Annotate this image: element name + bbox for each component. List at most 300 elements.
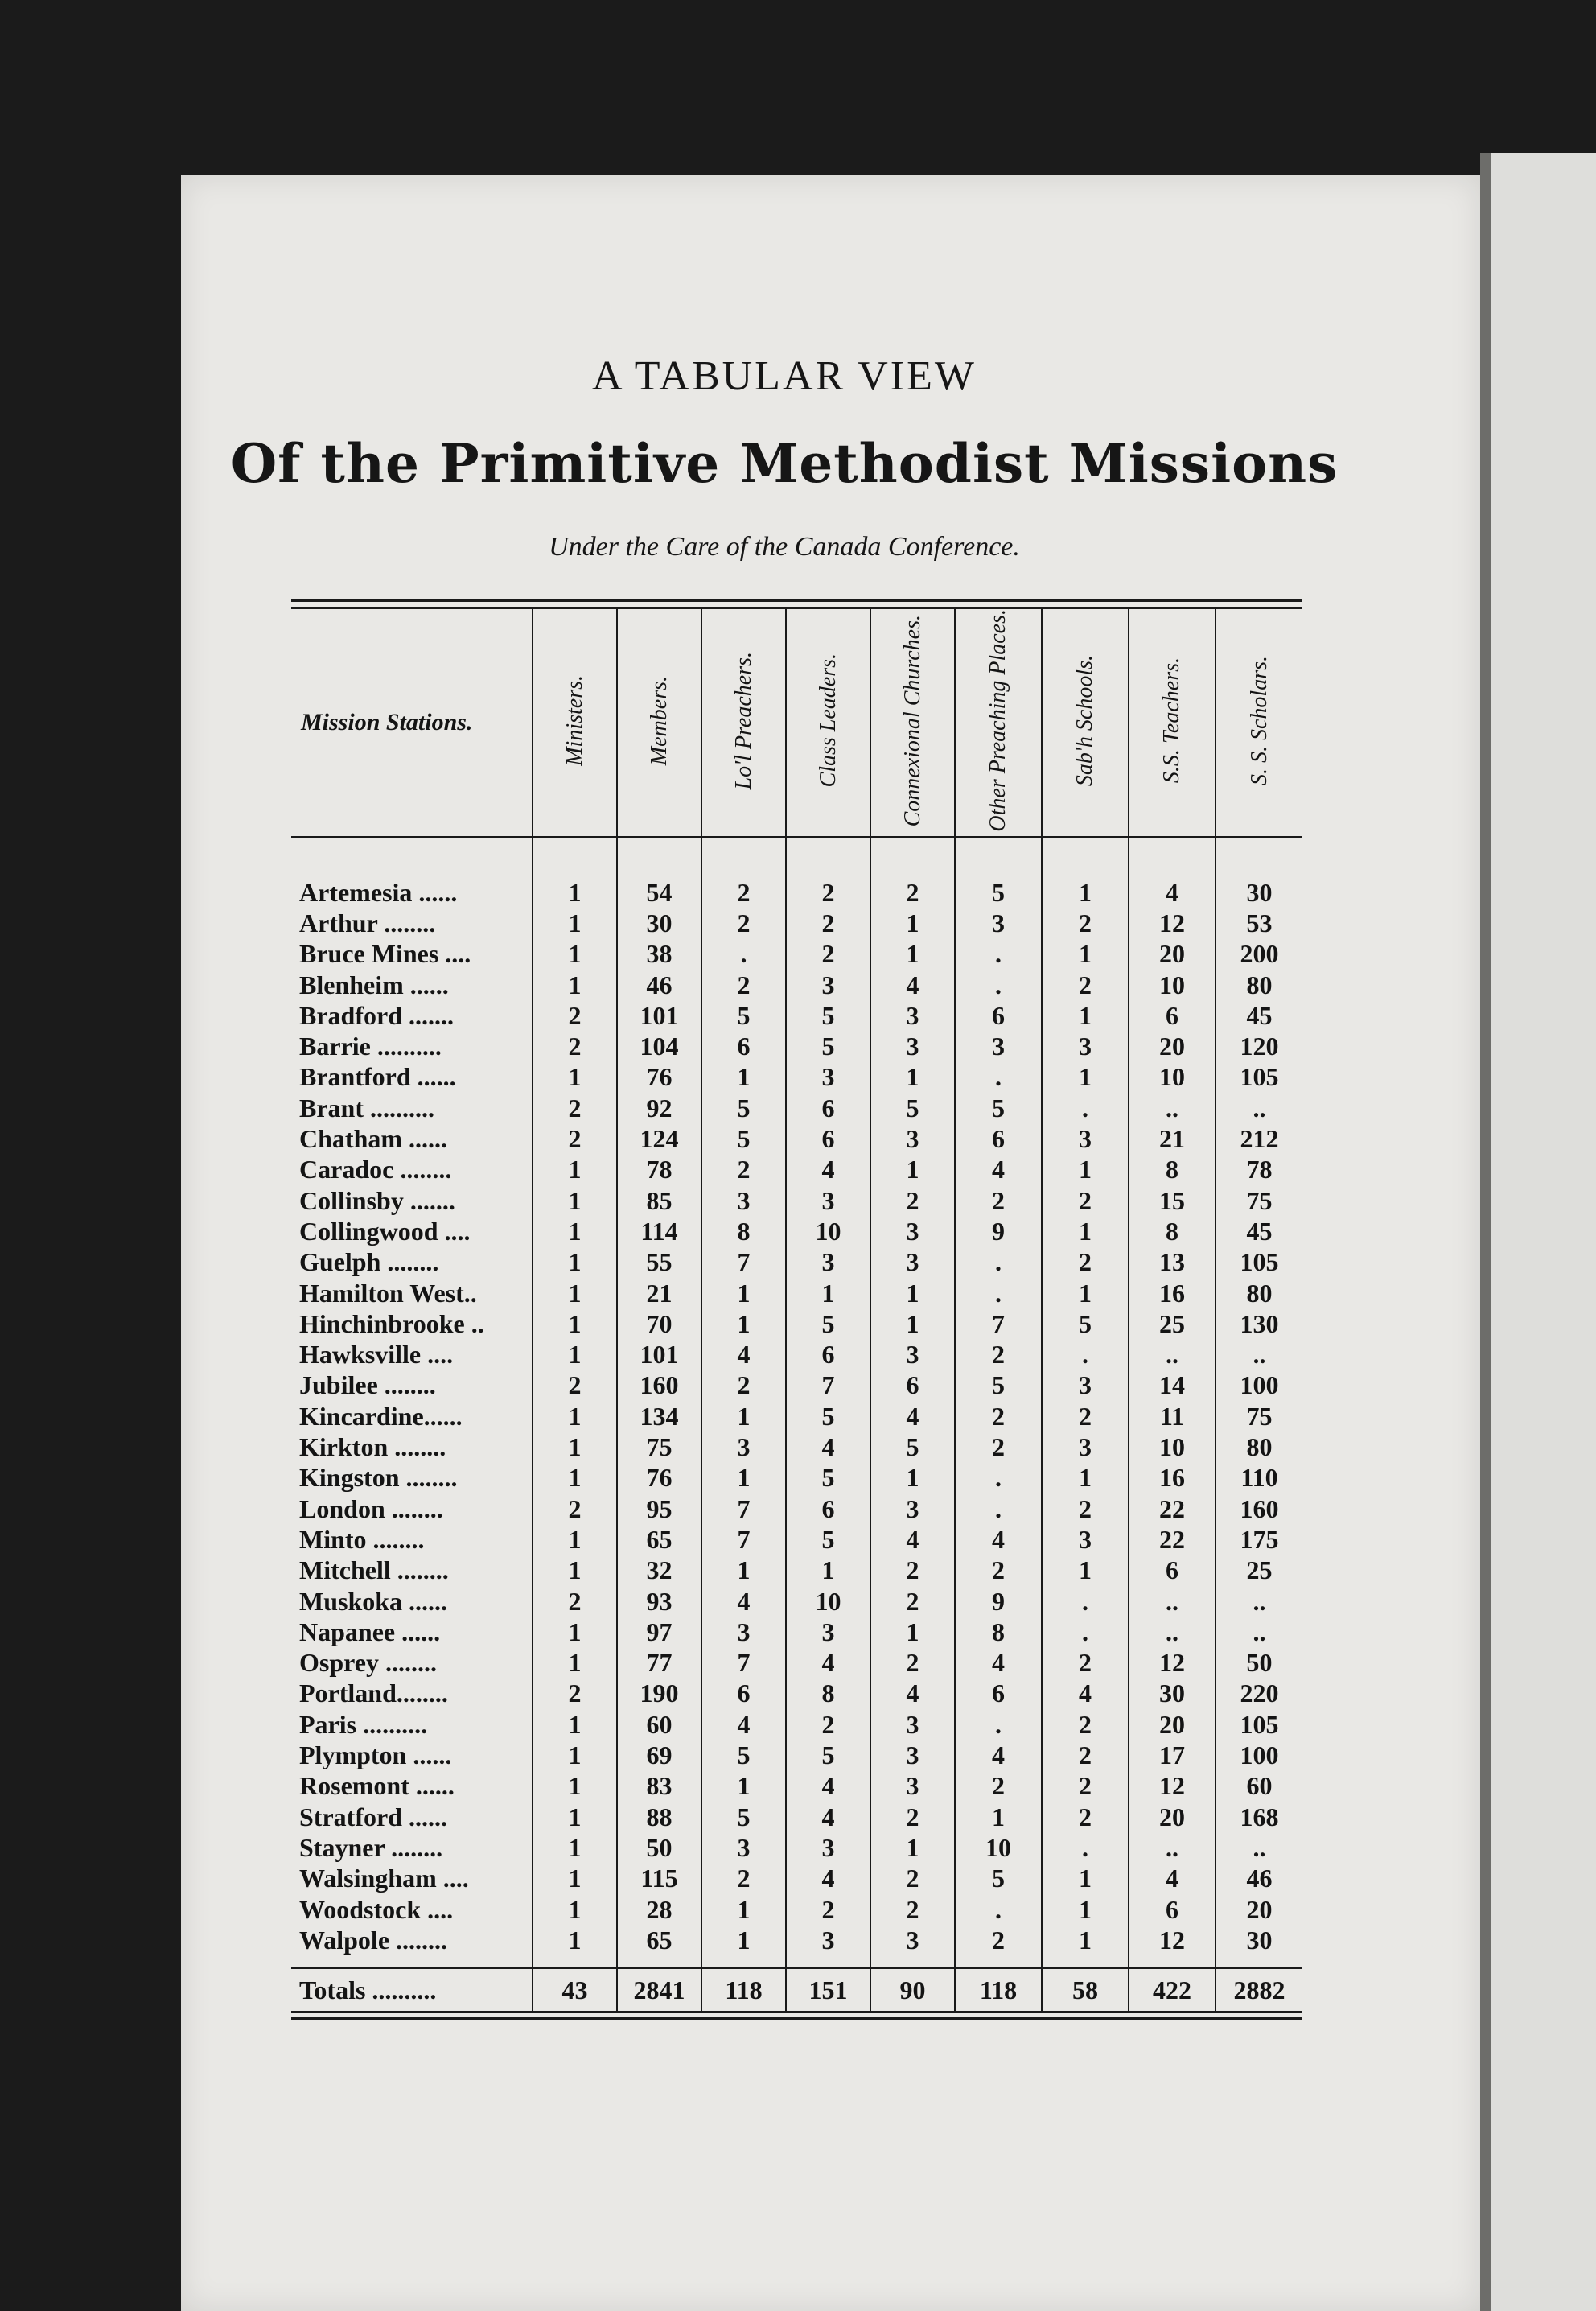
cell-teachers: 20 (1129, 1709, 1216, 1740)
cell-leaders: 7 (786, 1370, 870, 1400)
cell-scholars: 168 (1216, 1801, 1302, 1831)
cell-churches: 3 (870, 1031, 955, 1061)
cell-preachers: 1 (701, 1308, 786, 1339)
cell-preachers: 1 (701, 1893, 786, 1924)
cell-teachers: .. (1129, 1585, 1216, 1616)
table-row (291, 1432, 1302, 1462)
cell-other: 7 (955, 1308, 1042, 1339)
cell-ministers: 1 (533, 1246, 617, 1277)
cell-preachers: 5 (701, 1123, 786, 1154)
cell-teachers: 22 (1129, 1524, 1216, 1555)
cell-members: 160 (617, 1370, 701, 1400)
table-row (291, 1925, 1302, 1968)
cell-churches: 1 (870, 1832, 955, 1863)
cell-teachers: 12 (1129, 1647, 1216, 1678)
cell-other: 5 (955, 877, 1042, 908)
cell-members: 95 (617, 1493, 701, 1524)
cell-scholars: 30 (1216, 1925, 1302, 1968)
cell-preachers: 2 (701, 877, 786, 908)
cell-ministers: 1 (533, 1832, 617, 1863)
cell-churches: 2 (870, 1863, 955, 1893)
cell-schools: 5 (1042, 1308, 1129, 1339)
cell-scholars: 20 (1216, 1893, 1302, 1924)
spacer-cell (533, 837, 617, 877)
cell-leaders: 1 (786, 1277, 870, 1308)
cell-scholars: 160 (1216, 1493, 1302, 1524)
cell-other: 6 (955, 1678, 1042, 1708)
station-name: Hamilton West.. (299, 1278, 477, 1308)
cell-churches: 3 (870, 1740, 955, 1770)
station-name: Napanee ...... (299, 1617, 441, 1646)
station-name: Minto ........ (299, 1524, 425, 1554)
cell-other: 10 (955, 1832, 1042, 1863)
cell-teachers: 6 (1129, 1555, 1216, 1585)
cell-preachers: 3 (701, 1832, 786, 1863)
cell-ministers: 1 (533, 1216, 617, 1246)
cell-other: 2 (955, 1401, 1042, 1432)
cell-preachers: 1 (701, 1061, 786, 1092)
cell-ministers: 1 (533, 1617, 617, 1647)
station-name: Kingston ........ (299, 1463, 458, 1493)
cell-preachers: 2 (701, 969, 786, 999)
col-header-other-places: Other Preaching Places. (955, 609, 1042, 837)
cell-teachers: .. (1129, 1617, 1216, 1647)
cell-schools: 1 (1042, 1277, 1129, 1308)
cell-ministers: 1 (533, 1185, 617, 1216)
cell-churches: 4 (870, 1524, 955, 1555)
cell-teachers: 20 (1129, 1801, 1216, 1831)
cell-members: 78 (617, 1154, 701, 1184)
cell-members: 92 (617, 1093, 701, 1123)
cell-teachers: 10 (1129, 1432, 1216, 1462)
cell-teachers: 16 (1129, 1462, 1216, 1493)
cell-preachers: 4 (701, 1585, 786, 1616)
total-leaders: 151 (786, 1967, 870, 2011)
cell-ministers: 1 (533, 1863, 617, 1893)
cell-schools: . (1042, 1585, 1129, 1616)
cell-churches: 3 (870, 1216, 955, 1246)
cell-teachers: 20 (1129, 1031, 1216, 1061)
cell-preachers: 8 (701, 1216, 786, 1246)
cell-leaders: 3 (786, 1617, 870, 1647)
cell-preachers: 3 (701, 1185, 786, 1216)
cell-members: 69 (617, 1740, 701, 1770)
missions-table-wrap (291, 599, 1302, 2020)
cell-scholars: 25 (1216, 1555, 1302, 1585)
cell-churches: 1 (870, 1308, 955, 1339)
cell-ministers: 2 (533, 1093, 617, 1123)
cell-preachers: 6 (701, 1678, 786, 1708)
cell-leaders: 3 (786, 1185, 870, 1216)
station-name: Portland........ (299, 1679, 448, 1708)
cell-preachers: 5 (701, 1801, 786, 1831)
cell-schools: 2 (1042, 1401, 1129, 1432)
spacer-cell (1216, 837, 1302, 877)
station-name: Guelph ........ (299, 1247, 439, 1277)
cell-leaders: 10 (786, 1216, 870, 1246)
cell-scholars: .. (1216, 1617, 1302, 1647)
cell-ministers: 2 (533, 1585, 617, 1616)
cell-other: 2 (955, 1555, 1042, 1585)
cell-members: 77 (617, 1647, 701, 1678)
cell-leaders: 8 (786, 1678, 870, 1708)
cell-other: 1 (955, 1801, 1042, 1831)
total-churches: 90 (870, 1967, 955, 2011)
col-header-teachers: S.S. Teachers. (1129, 609, 1216, 837)
cell-leaders: 4 (786, 1770, 870, 1801)
cell-other: 8 (955, 1617, 1042, 1647)
cell-other: 2 (955, 1770, 1042, 1801)
cell-scholars: .. (1216, 1093, 1302, 1123)
cell-leaders: 2 (786, 908, 870, 938)
cell-schools: 1 (1042, 877, 1129, 908)
cell-schools: 1 (1042, 1555, 1129, 1585)
cell-schools: 2 (1042, 1709, 1129, 1740)
cell-ministers: 1 (533, 1308, 617, 1339)
cell-preachers: 5 (701, 1000, 786, 1031)
cell-preachers: 2 (701, 1370, 786, 1400)
cell-members: 76 (617, 1061, 701, 1092)
cell-scholars: 105 (1216, 1246, 1302, 1277)
cell-churches: 3 (870, 1493, 955, 1524)
cell-members: 55 (617, 1246, 701, 1277)
cell-ministers: 1 (533, 1154, 617, 1184)
col-header-preachers: Lo'l Preachers. (701, 609, 786, 837)
station-name: Blenheim ...... (299, 970, 449, 999)
station-name: Walsingham .... (299, 1864, 469, 1893)
cell-schools: 1 (1042, 1925, 1129, 1968)
cell-scholars: 80 (1216, 1277, 1302, 1308)
cell-teachers: 6 (1129, 1893, 1216, 1924)
cell-preachers: 7 (701, 1524, 786, 1555)
cell-members: 134 (617, 1401, 701, 1432)
cell-leaders: 6 (786, 1093, 870, 1123)
cell-ministers: 1 (533, 1339, 617, 1370)
cell-ministers: 1 (533, 1555, 617, 1585)
total-schools: 58 (1042, 1967, 1129, 2011)
bottom-rule (291, 2011, 1302, 2020)
col-header-churches: Connexional Churches. (870, 609, 955, 837)
cell-schools: 1 (1042, 1000, 1129, 1031)
station-name: Osprey ........ (299, 1648, 437, 1678)
spacer-cell (291, 837, 533, 877)
table-row (291, 1678, 1302, 1708)
cell-other: 5 (955, 1093, 1042, 1123)
cell-churches: 3 (870, 1246, 955, 1277)
table-row (291, 908, 1302, 938)
cell-leaders: 5 (786, 1031, 870, 1061)
table-row (291, 1123, 1302, 1154)
cell-schools: 1 (1042, 1863, 1129, 1893)
cell-scholars: 80 (1216, 1432, 1302, 1462)
station-name: Barrie .......... (299, 1032, 442, 1061)
cell-members: 28 (617, 1893, 701, 1924)
cell-ministers: 2 (533, 1678, 617, 1708)
cell-scholars: 78 (1216, 1154, 1302, 1184)
table-row (291, 1000, 1302, 1031)
conference-line: Under the Care of the Canada Conference. (549, 532, 1020, 562)
col-header-schools: Sab'h Schools. (1042, 609, 1129, 837)
cell-teachers: 30 (1129, 1678, 1216, 1708)
cell-ministers: 2 (533, 1123, 617, 1154)
table-row (291, 1401, 1302, 1432)
cell-ministers: 2 (533, 1370, 617, 1400)
cell-teachers: .. (1129, 1339, 1216, 1370)
cell-scholars: 30 (1216, 877, 1302, 908)
cell-churches: 4 (870, 1678, 955, 1708)
cell-churches: 1 (870, 1617, 955, 1647)
cell-leaders: 5 (786, 1462, 870, 1493)
table-row (291, 1308, 1302, 1339)
cell-churches: 2 (870, 1801, 955, 1831)
cell-scholars: 50 (1216, 1647, 1302, 1678)
cell-other: . (955, 969, 1042, 999)
total-ministers: 43 (533, 1967, 617, 2011)
cell-other: 4 (955, 1154, 1042, 1184)
cell-leaders: 4 (786, 1647, 870, 1678)
cell-ministers: 1 (533, 877, 617, 908)
cell-schools: 3 (1042, 1524, 1129, 1555)
cell-members: 70 (617, 1308, 701, 1339)
cell-members: 30 (617, 908, 701, 938)
cell-leaders: 1 (786, 1555, 870, 1585)
cell-churches: 1 (870, 908, 955, 938)
cell-ministers: 1 (533, 1277, 617, 1308)
cell-churches: 3 (870, 1339, 955, 1370)
cell-preachers: 7 (701, 1246, 786, 1277)
cell-scholars: 175 (1216, 1524, 1302, 1555)
cell-schools: 3 (1042, 1031, 1129, 1061)
cell-churches: 1 (870, 1061, 955, 1092)
cell-members: 85 (617, 1185, 701, 1216)
page-subtitle: Of the Primitive Methodist Missions (230, 432, 1339, 495)
cell-preachers: 1 (701, 1462, 786, 1493)
cell-teachers: 21 (1129, 1123, 1216, 1154)
cell-scholars: .. (1216, 1832, 1302, 1863)
total-members: 2841 (617, 1967, 701, 2011)
cell-leaders: 2 (786, 877, 870, 908)
cell-members: 114 (617, 1216, 701, 1246)
cell-other: . (955, 1893, 1042, 1924)
cell-ministers: 1 (533, 1524, 617, 1555)
table-row (291, 1185, 1302, 1216)
cell-schools: 2 (1042, 1185, 1129, 1216)
cell-other: 4 (955, 1647, 1042, 1678)
cell-members: 190 (617, 1678, 701, 1708)
cell-other: 2 (955, 1432, 1042, 1462)
station-name: Paris .......... (299, 1709, 428, 1739)
cell-other: . (955, 1709, 1042, 1740)
cell-churches: 1 (870, 1277, 955, 1308)
cell-leaders: 2 (786, 1709, 870, 1740)
cell-scholars: 212 (1216, 1123, 1302, 1154)
cell-teachers: 14 (1129, 1370, 1216, 1400)
cell-churches: 4 (870, 1401, 955, 1432)
cell-churches: 2 (870, 1647, 955, 1678)
totals-row (291, 1967, 1302, 2011)
cell-scholars: 75 (1216, 1185, 1302, 1216)
cell-preachers: 7 (701, 1647, 786, 1678)
cell-teachers: .. (1129, 1093, 1216, 1123)
cell-other: 9 (955, 1216, 1042, 1246)
cell-schools: 2 (1042, 1246, 1129, 1277)
cell-scholars: 100 (1216, 1740, 1302, 1770)
cell-leaders: 5 (786, 1000, 870, 1031)
cell-leaders: 4 (786, 1154, 870, 1184)
cell-preachers: 6 (701, 1031, 786, 1061)
cell-teachers: 6 (1129, 1000, 1216, 1031)
cell-teachers: 22 (1129, 1493, 1216, 1524)
station-name: Brantford ...... (299, 1062, 456, 1092)
station-name: Hawksville .... (299, 1340, 454, 1370)
spacer-cell (1042, 837, 1129, 877)
cell-teachers: 8 (1129, 1154, 1216, 1184)
cell-leaders: 4 (786, 1801, 870, 1831)
spacer-cell (870, 837, 955, 877)
cell-preachers: 1 (701, 1277, 786, 1308)
cell-leaders: 6 (786, 1123, 870, 1154)
table-row (291, 1770, 1302, 1801)
cell-scholars: 80 (1216, 969, 1302, 999)
cell-preachers: 2 (701, 1154, 786, 1184)
cell-churches: 3 (870, 1925, 955, 1968)
cell-schools: 3 (1042, 1432, 1129, 1462)
station-name: Bruce Mines .... (299, 939, 471, 969)
cell-scholars: 120 (1216, 1031, 1302, 1061)
table-row (291, 1863, 1302, 1893)
table-row (291, 1832, 1302, 1863)
cell-other: . (955, 1061, 1042, 1092)
document-header (181, 346, 1388, 562)
cell-other: 4 (955, 1524, 1042, 1555)
station-name: Artemesia ...... (299, 877, 458, 907)
cell-preachers: 5 (701, 1093, 786, 1123)
cell-preachers: 1 (701, 1401, 786, 1432)
table-row (291, 1277, 1302, 1308)
cell-scholars: 220 (1216, 1678, 1302, 1708)
cell-schools: . (1042, 1832, 1129, 1863)
cell-scholars: 75 (1216, 1401, 1302, 1432)
station-name: Mitchell ........ (299, 1555, 449, 1585)
cell-leaders: 3 (786, 969, 870, 999)
cell-scholars: 60 (1216, 1770, 1302, 1801)
cell-members: 46 (617, 969, 701, 999)
cell-scholars: 105 (1216, 1061, 1302, 1092)
station-name: Muskoka ...... (299, 1586, 448, 1616)
col-header-scholars: S. S. Scholars. (1216, 609, 1302, 837)
cell-ministers: 1 (533, 1801, 617, 1831)
cell-ministers: 1 (533, 908, 617, 938)
cell-churches: 3 (870, 1123, 955, 1154)
facing-page-edge (1480, 153, 1596, 2311)
cell-churches: 2 (870, 1185, 955, 1216)
cell-ministers: 1 (533, 1709, 617, 1740)
spacer-cell (955, 837, 1042, 877)
table-row (291, 938, 1302, 969)
cell-schools: 2 (1042, 908, 1129, 938)
cell-teachers: 17 (1129, 1740, 1216, 1770)
cell-churches: 1 (870, 1154, 955, 1184)
totals-label: Totals .......... (291, 1967, 533, 2011)
station-name: London ........ (299, 1493, 443, 1523)
table-row (291, 877, 1302, 908)
cell-schools: 1 (1042, 1154, 1129, 1184)
table-row (291, 1031, 1302, 1061)
cell-teachers: 25 (1129, 1308, 1216, 1339)
cell-schools: 2 (1042, 969, 1129, 999)
cell-scholars: 200 (1216, 938, 1302, 969)
cell-ministers: 2 (533, 1000, 617, 1031)
cell-teachers: 16 (1129, 1277, 1216, 1308)
cell-preachers: 2 (701, 1863, 786, 1893)
cell-schools: 1 (1042, 1893, 1129, 1924)
cell-ministers: 1 (533, 1061, 617, 1092)
cell-teachers: 12 (1129, 1770, 1216, 1801)
cell-churches: 1 (870, 1462, 955, 1493)
cell-other: . (955, 1246, 1042, 1277)
spacer-row (291, 837, 1302, 877)
station-name: Walpole ........ (299, 1925, 448, 1955)
cell-churches: 2 (870, 1893, 955, 1924)
cell-churches: 3 (870, 1770, 955, 1801)
cell-other: 5 (955, 1370, 1042, 1400)
cell-preachers: 1 (701, 1770, 786, 1801)
station-name: Collinsby ....... (299, 1185, 455, 1215)
cell-other: . (955, 1277, 1042, 1308)
station-name: Rosemont ...... (299, 1771, 455, 1801)
cell-schools: . (1042, 1617, 1129, 1647)
cell-leaders: 2 (786, 938, 870, 969)
cell-scholars: 100 (1216, 1370, 1302, 1400)
cell-leaders: 3 (786, 1246, 870, 1277)
cell-preachers: 7 (701, 1493, 786, 1524)
cell-members: 88 (617, 1801, 701, 1831)
cell-ministers: 1 (533, 1893, 617, 1924)
spacer-cell (617, 837, 701, 877)
cell-members: 97 (617, 1617, 701, 1647)
cell-teachers: 10 (1129, 969, 1216, 999)
cell-teachers: .. (1129, 1832, 1216, 1863)
cell-scholars: 130 (1216, 1308, 1302, 1339)
cell-ministers: 2 (533, 1493, 617, 1524)
cell-schools: 2 (1042, 1801, 1129, 1831)
cell-teachers: 4 (1129, 877, 1216, 908)
cell-leaders: 5 (786, 1740, 870, 1770)
cell-other: 6 (955, 1123, 1042, 1154)
cell-preachers: 4 (701, 1339, 786, 1370)
col-header-ministers: Ministers. (533, 609, 617, 837)
total-other: 118 (955, 1967, 1042, 2011)
missions-table (291, 609, 1302, 2011)
table-row (291, 1709, 1302, 1740)
cell-other: 4 (955, 1740, 1042, 1770)
table-row (291, 1801, 1302, 1831)
table-row (291, 1061, 1302, 1092)
cell-preachers: 1 (701, 1925, 786, 1968)
cell-preachers: 1 (701, 1555, 786, 1585)
cell-leaders: 6 (786, 1493, 870, 1524)
cell-scholars: .. (1216, 1585, 1302, 1616)
cell-schools: 2 (1042, 1493, 1129, 1524)
cell-members: 65 (617, 1524, 701, 1555)
cell-churches: 1 (870, 938, 955, 969)
cell-members: 93 (617, 1585, 701, 1616)
table-body (291, 837, 1302, 2011)
header-row (291, 609, 1302, 837)
cell-other: 9 (955, 1585, 1042, 1616)
cell-members: 32 (617, 1555, 701, 1585)
cell-teachers: 13 (1129, 1246, 1216, 1277)
